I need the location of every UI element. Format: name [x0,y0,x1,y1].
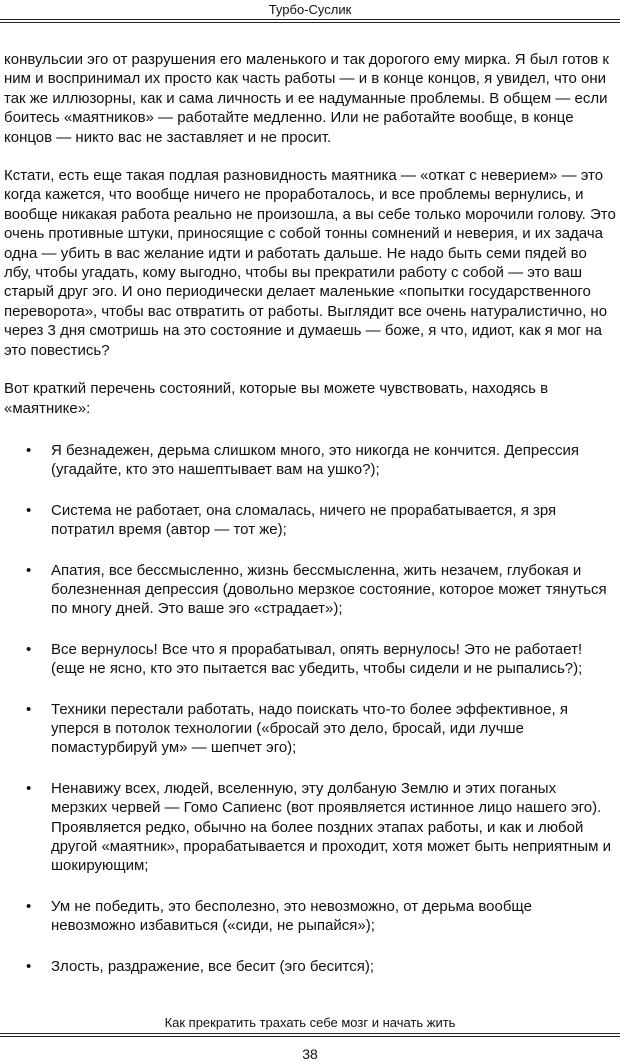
list-item [4,640,616,679]
header-book-title: Турбо-Суслик [268,2,352,17]
paragraph: Вот краткий перечень состояний, которые вы можете чувствовать, находясь в «маятнике»: [4,380,549,417]
list-item-text: Злость, раздражение, все бесит (эго бесится); [51,957,374,975]
bullet-icon: • [26,640,32,658]
page-number: 38 [302,1046,318,1062]
list-item [4,897,616,936]
page-body [4,50,616,997]
paragraph: Кстати, есть еще такая подлая разновидность маятника — «откат с неверием» — это когда кажется, что вообще ничего не проработалось, и все проблемы вернулись, и вообще никакая работа реально не произошла, а вы себе только морочили голову. Это очень противные штуки, приносящие с собой тонны сомнений и неверия, и их задача одна — убить в вас желание идти и работать дальше. Не надо быть семи пядей во лбу, чтобы угадать, кому выгодно, чтобы вы прекратили работу с собой — это ваш старый друг эго. И оно периодически делает маленькие «попытки государственного переворота», чтобы вас отвратить от работы. Выглядит все очень натуралистично, но через 3 дня смотришь на это состояние и думаешь — боже, я что, идиот, как я мог на это повестись? [4,167,616,359]
list-item [4,957,616,976]
bullet-icon: • [26,561,32,579]
list-item-text: Система не работает, она сломалась, ничего не прорабатывается, я зря потратил время (автор — тот же); [51,501,557,539]
list-item [4,501,616,540]
paragraph: конвульсии эго от разрушения его маленького и так дорогого ему мирка. Я был готов к ним и воспринимал их просто как часть работы — и в конце концов, я увидел, что они так же иллюзорны, как и сама личность и ее надуманные проблемы. В общем — если боитесь «маятников» — работайте медленно. Или не работайте вообще, в конце концов — никто вас не заставляет и не просит. [4,51,609,146]
list-item [4,441,616,480]
header-rule-top [0,19,620,20]
list-item [4,700,616,758]
bullet-icon: • [26,501,32,519]
bullet-icon: • [26,957,32,975]
bullet-icon: • [26,441,32,459]
list-item [4,779,616,876]
bullet-icon: • [26,897,32,915]
list-item-text: Ум не победить, это бесполезно, это невозможно, от дерьма вообще невозможно избавиться («сиди, не рыпайся»); [51,897,532,935]
footer-rule-bottom [0,1036,620,1037]
header-rule-bottom [0,22,620,23]
list-item-text: Ненавижу всех, людей, вселенную, эту долбаную Землю и этих поганых мерзких червей — Гомо Сапиенс (вот проявляется истинное лицо нашего эго). Проявляется редко, обычно на более поздних этапах работы, и как и любой другой «маятник», прорабатывается и проходит, хотя может быть неприятным и шокирующим; [51,779,611,875]
list-item-text: Апатия, все бессмысленно, жизнь бессмысленна, жить незачем, глубокая и болезненная депрессия (довольно мерзкое состояние, которое может тянуться по многу дней. Это ваше эго «страдает»); [51,561,607,618]
running-header [0,0,620,20]
states-list [4,441,616,976]
list-item-text: Я безнадежен, дерьма слишком много, это никогда не кончится. Депрессия (угадайте, кто это нашептывает вам на ушко?); [51,441,580,479]
bullet-icon: • [26,700,32,718]
footer-book-title: Как прекратить трахать себе мозг и начать жить [164,1015,456,1030]
footer-rule-top [0,1033,620,1034]
list-item [4,561,616,619]
bullet-icon: • [26,779,32,797]
list-item-text: Техники перестали работать, надо поискать что-то более эффективное, я уперся в потолок технологии («бросай это дело, бросай, иди лучше помастурбируй ум» — шепчет эго); [51,700,568,757]
list-item-text: Все вернулось! Все что я прорабатывал, опять вернулось! Это не работает! (еще не ясно, кто это пытается вас убедить, чтобы сидели и не рыпались?); [51,640,583,678]
